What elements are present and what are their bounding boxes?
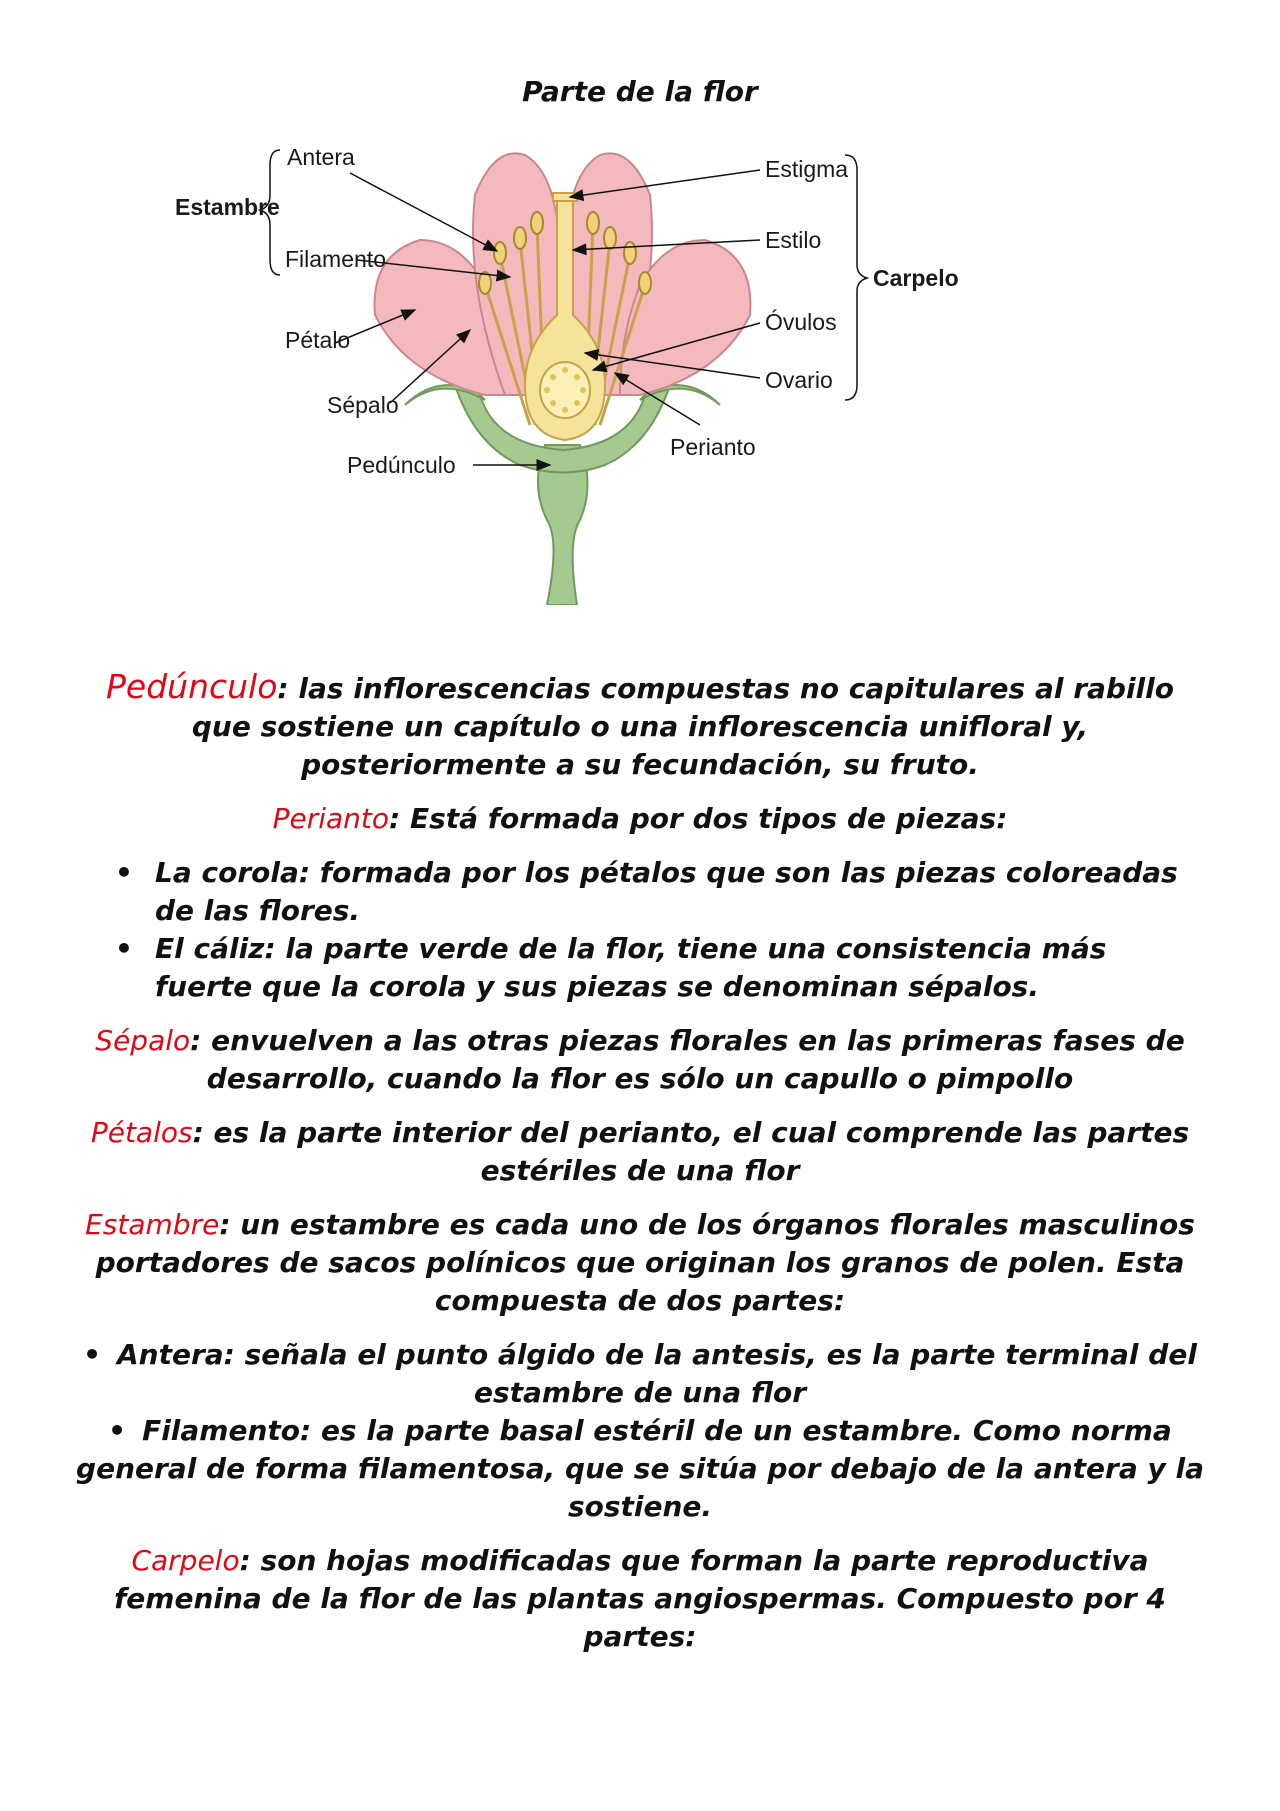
- estambre-paragraph: [75, 1206, 1205, 1320]
- list-item-text: Antera: señala el punto álgido de la antesis, es la parte terminal del estambre de una flor: [116, 1338, 1197, 1409]
- flower-diagram: [175, 145, 1095, 605]
- perianto-paragraph: [75, 800, 1205, 838]
- sepalo-text: : envuelven a las otras piezas florales en las primeras fases de desarrollo, cuando la flor es sólo un capullo o pimpollo: [190, 1024, 1185, 1095]
- estambre-list: [75, 1336, 1205, 1526]
- carpelo-term: Carpelo: [131, 1544, 240, 1577]
- list-item: [75, 1336, 1205, 1412]
- petalos-paragraph: [75, 1114, 1205, 1190]
- label-antera: Antera: [287, 145, 355, 170]
- carpelo-text: : son hojas modificadas que forman la parte reproductiva femenina de la flor de las plantas angiospermas. Compuesto por 4 partes:: [114, 1544, 1166, 1653]
- petalos-term: Pétalos: [90, 1116, 193, 1149]
- label-sepalo: Sépalo: [327, 392, 399, 418]
- carpelo-brace: [845, 155, 867, 400]
- definitions-content: [75, 668, 1205, 1672]
- label-perianto: Perianto: [670, 434, 756, 460]
- peduncululo-text: : las inflorescencias compuestas no capitulares al rabillo que sostiene un capítulo o una inflorescencia unifloral y, posteriormente a su fecundación, su fruto.: [191, 672, 1174, 781]
- perianto-term: Perianto: [272, 802, 389, 835]
- label-ovario: Ovario: [765, 367, 833, 393]
- label-petalo: Pétalo: [285, 327, 351, 353]
- label-estilo: Estilo: [765, 227, 822, 253]
- list-item-text: Filamento: es la parte basal estéril de un estambre. Como norma general de forma filamentosa, que se sitúa por debajo de la antera y la sostiene.: [76, 1414, 1204, 1523]
- label-ovulos: Óvulos: [765, 309, 837, 335]
- label-filamento: Filamento: [285, 246, 386, 272]
- perianto-text: : Está formada por dos tipos de piezas:: [389, 802, 1008, 835]
- estambre-text: : un estambre es cada uno de los órganos florales masculinos portadores de sacos polínicos que originan los granos de polen. Esta compuesta de dos partes:: [95, 1208, 1195, 1317]
- list-item: • El cáliz: la parte verde de la flor, tiene una consistencia más fuerte que la corola y sus piezas se denominan sépalos.: [115, 930, 1205, 1006]
- label-estigma: Estigma: [765, 156, 849, 182]
- page-title: Parte de la flor: [522, 75, 758, 108]
- bullet-icon: •: [83, 1338, 101, 1371]
- peduncululo-paragraph: [75, 668, 1205, 784]
- list-item: • La corola: formada por los pétalos que son las piezas coloreadas de las flores.: [115, 854, 1205, 930]
- label-estambre: Estambre: [175, 194, 280, 220]
- sepalo-paragraph: [75, 1022, 1205, 1098]
- bullet-icon: •: [108, 1414, 127, 1447]
- carpelo-paragraph: [75, 1542, 1205, 1656]
- perianto-list: [75, 854, 1205, 1006]
- petalos-text: : es la parte interior del perianto, el cual comprende las partes estériles de una flor: [192, 1116, 1190, 1187]
- list-item: [75, 1412, 1205, 1526]
- estambre-term: Estambre: [85, 1208, 220, 1241]
- sepalo-term: Sépalo: [95, 1024, 191, 1057]
- label-peduncululo: Pedúnculo: [347, 452, 456, 478]
- peduncululo-term: Pedúnculo: [106, 667, 278, 706]
- label-carpelo: Carpelo: [873, 265, 959, 291]
